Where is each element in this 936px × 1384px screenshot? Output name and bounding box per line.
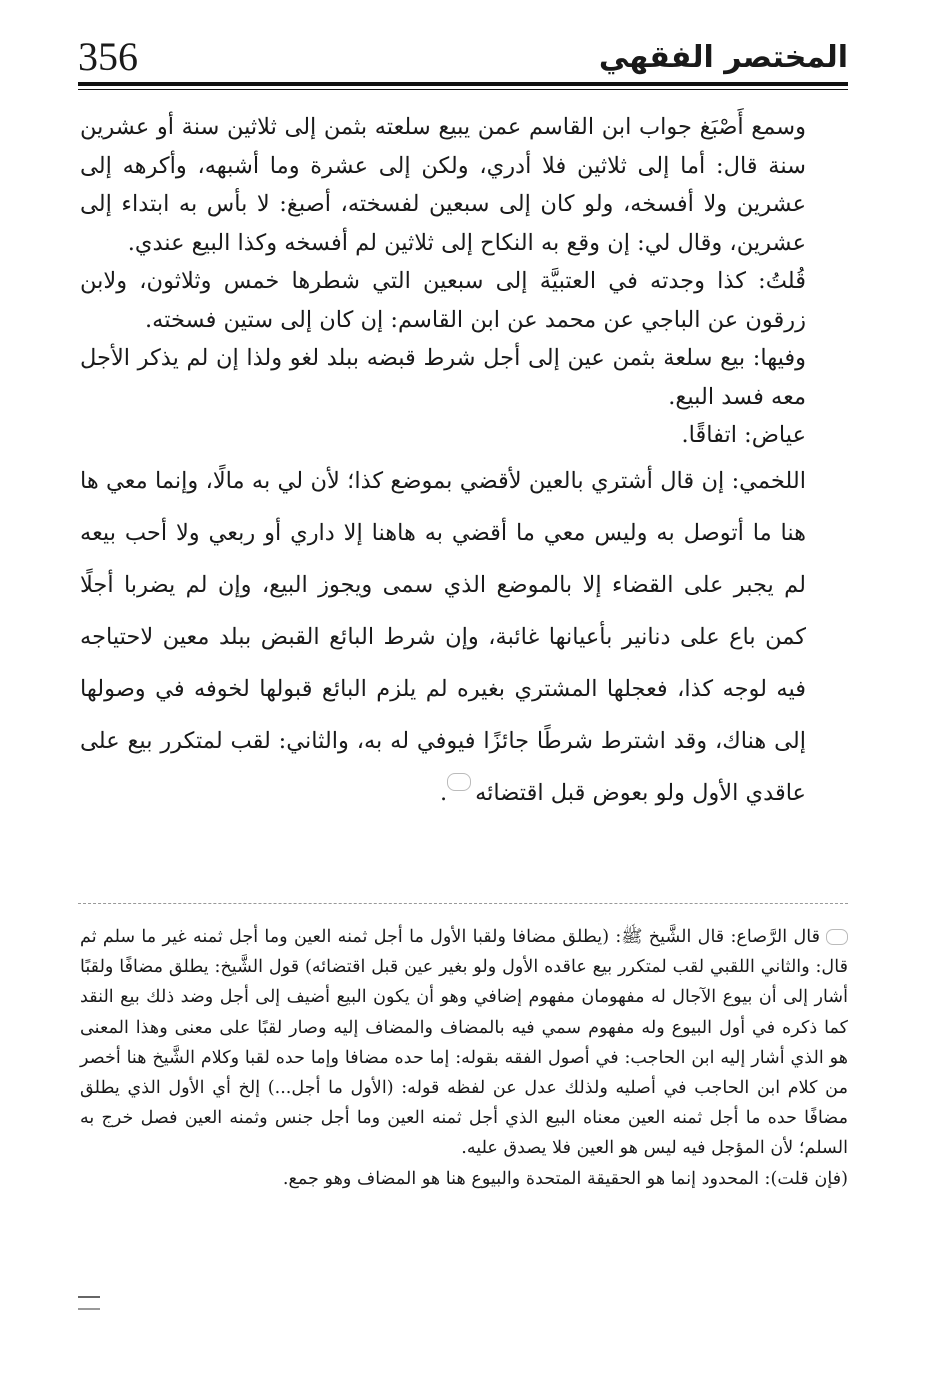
paragraph-lakhmi	[80, 455, 848, 819]
footnotes	[80, 922, 848, 1194]
printer-mark	[78, 1296, 100, 1310]
paragraph-lakhmi-text: اللخمي: إن قال أشتري بالعين لأقضي بموضع كذا؛ لأن لي به مالًا، وإنما معي ها هنا ما أتوصل به وليس معي ما أقضي به هاهنا إلا داري أو ربعي ولا أحب بيعه لم يجبر على القضاء إلا بالموضع الذي سمى ويجوز البيع، وإن لم يضربا أجلًا كمن باع على دنانير بأعيانها غائبة، وإن شرط البائع القبض ببلد معين لاحتياجه فيه لوجه كذا، فعجلها المشتري بغيره لم يلزم البائع قبولها لخوفه في وصولها إلى هناك، وقد اشترط شرطًا جائزًا فيوفي له به، والثاني: لقب لمتكرر بيع على عاقدي الأول ولو بعوض قبل اقتضائه	[80, 467, 806, 806]
paragraph-asbagh: وسمع أَصْبَغ جواب ابن القاسم عمن يبيع سلعته بثمن إلى ثلاثين سنة أو عشرين سنة قال: أما إلى ثلاثين فلا أدري، ولكن إلى عشرة وما أشبهه، وأكرهه إلى عشرين ولا أفسخه، ولو كان إلى سبعين لفسخته، أصبغ: لا بأس به ابتداء إلى عشرين، وقال لي: إن وقع به النكاح إلى ثلاثين لم أفسخه وكذا البيع عندي.	[80, 114, 807, 256]
main-text	[80, 108, 848, 819]
paragraph-iyad: عياض: اتفاقًا.	[681, 422, 806, 448]
footnote-2: (فإن قلت): المحدود إنما هو الحقيقة المتحدة والبيوع هنا هو المضاف وهو جمع.	[282, 1168, 848, 1189]
footnote-marker[interactable]	[447, 773, 471, 791]
paragraph-lakhmi-end: .	[439, 779, 448, 806]
header-rule-thin	[78, 89, 848, 90]
running-title: المختصر الفقهي	[598, 40, 848, 75]
footnote-separator	[78, 903, 848, 904]
footnote-1-text: قال الرَّصاع: قال الشَّيخ ﷺ: (يطلق مضافا ولقبا الأول ما أجل ثمنه العين وما أجل ثمنه غير ما سلم ثم قال: والثاني اللقبي لقب لمتكرر بيع عاقده الأول ولو بغير عين قبل اقتضائه) قول الشَّيخ: يطلق مضافًا ولقبًا أشار إلى أن بيوع الآجال له مفهومان مفهوم إضافي وهو أن يكون البيع أضيف إلى أجل وضد ذلك بيع النقد كما ذكره في أول البيوع وله مفهوم سمي فيه بالمضاف والمضاف إليه وصار لقبًا على معنى وهذا المعنى هو الذي أشار إليه ابن الحاجب: في أصول الفقه بقوله: إما حده مضافا وإما حده لقبا وكلام الشَّيخ هنا أخصر من كلام ابن الحاجب في أصليه ولذلك عدل عن لفظه قوله: (الأول ما أجل...) إلخ أي الأول الذي يطلق مضافًا حده ما أجل ثمنه العين معناه البيع الذي أجل ثمنه العين وما أجل جنس وثمنه العين فصل خرج به السلم؛ لأن المؤجل فيه ليس هو العين فلا يصدق عليه.	[80, 927, 848, 1159]
header-rule-thick	[78, 82, 848, 86]
footnote-ref-marker[interactable]	[826, 929, 848, 945]
paragraph-fiha: وفيها: بيع سلعة بثمن عين إلى أجل شرط قبضه ببلد لغو ولذا إن لم يذكر الأجل معه فسد البيع.	[80, 345, 806, 410]
paragraph-qultu: قُلتُ: كذا وجدته في العتبيَّة إلى سبعين التي شطرها خمس وثلاثون، ولابن زرقون عن الباجي عن محمد عن ابن القاسم: إن كان إلى ستين فسخته.	[80, 268, 806, 333]
page-number: 356	[78, 34, 138, 79]
footnote-1	[80, 922, 848, 1164]
page-header	[78, 32, 848, 82]
